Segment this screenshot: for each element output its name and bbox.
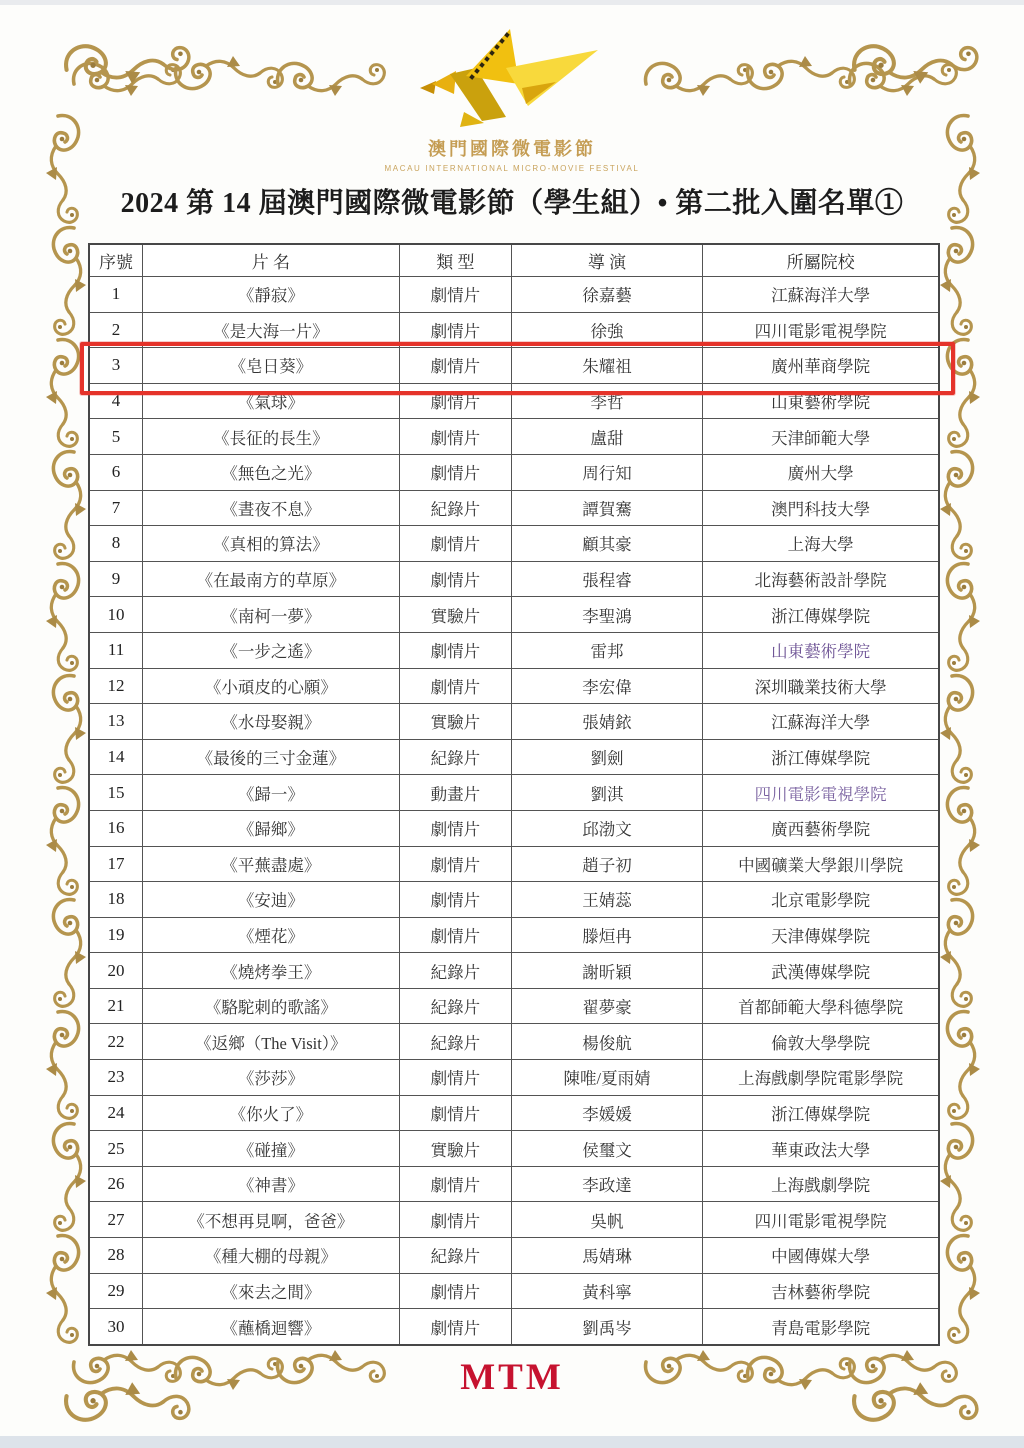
cell-director: 謝昕穎 bbox=[511, 953, 702, 989]
cell-genre: 劇情片 bbox=[399, 882, 511, 918]
cell-school: 上海戲劇學院電影學院 bbox=[703, 1060, 939, 1096]
cell-director: 徐嘉藝 bbox=[511, 277, 702, 313]
cell-genre: 動畫片 bbox=[399, 775, 511, 811]
cell-title: 《無色之光》 bbox=[143, 454, 400, 490]
table-row bbox=[89, 775, 939, 811]
cell-no: 10 bbox=[89, 597, 143, 633]
cell-no: 3 bbox=[89, 348, 143, 384]
col-header-genre: 類 型 bbox=[399, 244, 511, 277]
cell-genre: 紀錄片 bbox=[399, 1238, 511, 1274]
cell-title: 《不想再見啊，爸爸》 bbox=[143, 1202, 400, 1238]
table-row bbox=[89, 846, 939, 882]
cell-genre: 紀錄片 bbox=[399, 490, 511, 526]
cell-genre: 紀錄片 bbox=[399, 988, 511, 1024]
table-row bbox=[89, 526, 939, 562]
cell-no: 2 bbox=[89, 312, 143, 348]
festival-name-zh: 澳門國際微電影節 bbox=[428, 139, 596, 159]
cell-title: 《小頑皮的心願》 bbox=[143, 668, 400, 704]
cell-title: 《歸一》 bbox=[143, 775, 400, 811]
cell-title: 《氣球》 bbox=[143, 383, 400, 419]
cell-school: 浙江傳媒學院 bbox=[703, 739, 939, 775]
cell-genre: 劇情片 bbox=[399, 810, 511, 846]
col-header-title: 片 名 bbox=[143, 244, 400, 277]
cell-title: 《長征的長生》 bbox=[143, 419, 400, 455]
cell-director: 趙子初 bbox=[511, 846, 702, 882]
table-row bbox=[89, 953, 939, 989]
cell-no: 8 bbox=[89, 526, 143, 562]
col-header-director: 導 演 bbox=[511, 244, 702, 277]
cell-director: 盧甜 bbox=[511, 419, 702, 455]
cell-genre: 劇情片 bbox=[399, 383, 511, 419]
table-row bbox=[89, 1238, 939, 1274]
cell-director: 張程睿 bbox=[511, 561, 702, 597]
cell-genre: 劇情片 bbox=[399, 1166, 511, 1202]
table-row bbox=[89, 882, 939, 918]
table-row bbox=[89, 917, 939, 953]
cell-no: 24 bbox=[89, 1095, 143, 1131]
cell-no: 15 bbox=[89, 775, 143, 811]
cell-genre: 劇情片 bbox=[399, 526, 511, 562]
table-row bbox=[89, 277, 939, 313]
cell-title: 《燒烤拳王》 bbox=[143, 953, 400, 989]
cell-no: 23 bbox=[89, 1060, 143, 1096]
cell-genre: 劇情片 bbox=[399, 1095, 511, 1131]
cell-school: 天津師範大學 bbox=[703, 419, 939, 455]
cell-director: 李宏偉 bbox=[511, 668, 702, 704]
table-row bbox=[89, 1166, 939, 1202]
cell-no: 14 bbox=[89, 739, 143, 775]
cell-director: 周行知 bbox=[511, 454, 702, 490]
cell-genre: 劇情片 bbox=[399, 312, 511, 348]
cell-title: 《歸鄉》 bbox=[143, 810, 400, 846]
scan-edge-bottom bbox=[0, 1436, 1024, 1448]
cell-school: 四川電影電視學院 bbox=[703, 1202, 939, 1238]
cell-director: 張婧銥 bbox=[511, 704, 702, 740]
table-row bbox=[89, 1095, 939, 1131]
cell-school: 吉林藝術學院 bbox=[703, 1273, 939, 1309]
cell-title: 《安迪》 bbox=[143, 882, 400, 918]
table-row bbox=[89, 1131, 939, 1167]
cell-title: 《一步之遙》 bbox=[143, 632, 400, 668]
cell-school: 中國礦業大學銀川學院 bbox=[703, 846, 939, 882]
cell-director: 邱渤文 bbox=[511, 810, 702, 846]
cell-genre: 劇情片 bbox=[399, 668, 511, 704]
cell-director: 黃科寧 bbox=[511, 1273, 702, 1309]
cell-genre: 劇情片 bbox=[399, 277, 511, 313]
cell-school: 中國傳媒大學 bbox=[703, 1238, 939, 1274]
cell-school: 上海戲劇學院 bbox=[703, 1166, 939, 1202]
cell-no: 26 bbox=[89, 1166, 143, 1202]
cell-school: 江蘇海洋大學 bbox=[703, 277, 939, 313]
cell-genre: 劇情片 bbox=[399, 1273, 511, 1309]
table-row bbox=[89, 561, 939, 597]
cell-school: 四川電影電視學院 bbox=[703, 312, 939, 348]
table-row bbox=[89, 810, 939, 846]
table-row bbox=[89, 1060, 939, 1096]
cell-no: 4 bbox=[89, 383, 143, 419]
cell-title: 《蘸橋迴響》 bbox=[143, 1309, 400, 1345]
cell-genre: 劇情片 bbox=[399, 917, 511, 953]
cell-school: 浙江傳媒學院 bbox=[703, 1095, 939, 1131]
cell-no: 17 bbox=[89, 846, 143, 882]
cell-school: 四川電影電視學院 bbox=[703, 775, 939, 811]
cell-genre: 劇情片 bbox=[399, 561, 511, 597]
cell-title: 《你火了》 bbox=[143, 1095, 400, 1131]
table-row bbox=[89, 419, 939, 455]
cell-no: 21 bbox=[89, 988, 143, 1024]
cell-title: 《駱駝刺的歌謠》 bbox=[143, 988, 400, 1024]
cell-genre: 劇情片 bbox=[399, 1309, 511, 1345]
cell-title: 《水母娶親》 bbox=[143, 704, 400, 740]
cell-director: 譚賀騫 bbox=[511, 490, 702, 526]
cell-no: 28 bbox=[89, 1238, 143, 1274]
cell-school: 北京電影學院 bbox=[703, 882, 939, 918]
cell-genre: 劇情片 bbox=[399, 348, 511, 384]
col-header-no: 序號 bbox=[89, 244, 143, 277]
cell-no: 13 bbox=[89, 704, 143, 740]
cell-director: 李哲 bbox=[511, 383, 702, 419]
cell-genre: 劇情片 bbox=[399, 1060, 511, 1096]
cell-no: 1 bbox=[89, 277, 143, 313]
cell-director: 陳唯/夏雨婧 bbox=[511, 1060, 702, 1096]
cell-no: 5 bbox=[89, 419, 143, 455]
cell-genre: 紀錄片 bbox=[399, 1024, 511, 1060]
cell-director: 劉淇 bbox=[511, 775, 702, 811]
cell-title: 《是大海一片》 bbox=[143, 312, 400, 348]
cell-school: 武漢傳媒學院 bbox=[703, 953, 939, 989]
table-row bbox=[89, 1024, 939, 1060]
cell-school: 山東藝術學院 bbox=[703, 632, 939, 668]
cell-school: 青島電影學院 bbox=[703, 1309, 939, 1345]
cell-title: 《煙花》 bbox=[143, 917, 400, 953]
cell-school: 廣西藝術學院 bbox=[703, 810, 939, 846]
cell-title: 《最後的三寸金蓮》 bbox=[143, 739, 400, 775]
cell-no: 20 bbox=[89, 953, 143, 989]
cell-genre: 實驗片 bbox=[399, 597, 511, 633]
cell-genre: 劇情片 bbox=[399, 1202, 511, 1238]
table-row bbox=[89, 490, 939, 526]
cell-genre: 劇情片 bbox=[399, 632, 511, 668]
col-header-school: 所屬院校 bbox=[703, 244, 939, 277]
cell-director: 徐強 bbox=[511, 312, 702, 348]
cell-no: 25 bbox=[89, 1131, 143, 1167]
table-row bbox=[89, 739, 939, 775]
cell-school: 廣州大學 bbox=[703, 454, 939, 490]
cell-school: 浙江傳媒學院 bbox=[703, 597, 939, 633]
cell-director: 雷邦 bbox=[511, 632, 702, 668]
cell-no: 7 bbox=[89, 490, 143, 526]
cell-title: 《來去之間》 bbox=[143, 1273, 400, 1309]
cell-genre: 實驗片 bbox=[399, 1131, 511, 1167]
cell-director: 侯璽文 bbox=[511, 1131, 702, 1167]
cell-title: 《平蕪盡處》 bbox=[143, 846, 400, 882]
cell-school: 北海藝術設計學院 bbox=[703, 561, 939, 597]
table-row bbox=[89, 668, 939, 704]
table-row bbox=[89, 454, 939, 490]
cell-school: 山東藝術學院 bbox=[703, 383, 939, 419]
cell-director: 滕烜冉 bbox=[511, 917, 702, 953]
cell-title: 《晝夜不息》 bbox=[143, 490, 400, 526]
cell-school: 深圳職業技術大學 bbox=[703, 668, 939, 704]
shortlist-table-body bbox=[89, 277, 939, 1345]
table-row bbox=[89, 1202, 939, 1238]
cell-title: 《返鄉（The Visit）》 bbox=[143, 1024, 400, 1060]
cell-no: 29 bbox=[89, 1273, 143, 1309]
highlight-box-row-3 bbox=[80, 342, 955, 395]
cell-director: 翟夢豪 bbox=[511, 988, 702, 1024]
cell-director: 楊俊航 bbox=[511, 1024, 702, 1060]
cell-director: 劉劍 bbox=[511, 739, 702, 775]
cell-school: 江蘇海洋大學 bbox=[703, 704, 939, 740]
table-header-row bbox=[89, 244, 939, 277]
cell-title: 《碰撞》 bbox=[143, 1131, 400, 1167]
cell-title: 《真相的算法》 bbox=[143, 526, 400, 562]
cell-school: 天津傳媒學院 bbox=[703, 917, 939, 953]
cell-director: 馬婧琳 bbox=[511, 1238, 702, 1274]
cell-no: 11 bbox=[89, 632, 143, 668]
table-row bbox=[89, 1273, 939, 1309]
cell-genre: 實驗片 bbox=[399, 704, 511, 740]
cell-school: 華東政法大學 bbox=[703, 1131, 939, 1167]
cell-school: 澳門科技大學 bbox=[703, 490, 939, 526]
cell-no: 22 bbox=[89, 1024, 143, 1060]
cell-director: 王婧蕊 bbox=[511, 882, 702, 918]
cell-no: 30 bbox=[89, 1309, 143, 1345]
cell-no: 16 bbox=[89, 810, 143, 846]
cell-director: 李媛媛 bbox=[511, 1095, 702, 1131]
table-row bbox=[89, 704, 939, 740]
table-row bbox=[89, 988, 939, 1024]
cell-title: 《皂日葵》 bbox=[143, 348, 400, 384]
cell-no: 6 bbox=[89, 454, 143, 490]
cell-genre: 劇情片 bbox=[399, 419, 511, 455]
shortlist-table bbox=[88, 243, 940, 1346]
footer-mtm-logo: MTM bbox=[460, 1357, 564, 1398]
cell-genre: 紀錄片 bbox=[399, 953, 511, 989]
cell-genre: 劇情片 bbox=[399, 454, 511, 490]
cell-title: 《神書》 bbox=[143, 1166, 400, 1202]
cell-title: 《靜寂》 bbox=[143, 277, 400, 313]
cell-title: 《莎莎》 bbox=[143, 1060, 400, 1096]
festival-logo bbox=[0, 24, 1024, 173]
cell-school: 首都師範大學科德學院 bbox=[703, 988, 939, 1024]
cell-school: 廣州華商學院 bbox=[703, 348, 939, 384]
table-row bbox=[89, 632, 939, 668]
cell-no: 12 bbox=[89, 668, 143, 704]
cell-genre: 劇情片 bbox=[399, 846, 511, 882]
cell-school: 上海大學 bbox=[703, 526, 939, 562]
cell-title: 《在最南方的草原》 bbox=[143, 561, 400, 597]
cell-title: 《種大棚的母親》 bbox=[143, 1238, 400, 1274]
cell-no: 18 bbox=[89, 882, 143, 918]
origami-dove-filmstrip-icon bbox=[402, 24, 622, 128]
cell-director: 顧其豪 bbox=[511, 526, 702, 562]
scan-edge-top bbox=[0, 0, 1024, 5]
cell-no: 19 bbox=[89, 917, 143, 953]
cell-director: 李政達 bbox=[511, 1166, 702, 1202]
cell-director: 李聖鴻 bbox=[511, 597, 702, 633]
cell-director: 劉禹岑 bbox=[511, 1309, 702, 1345]
cell-director: 朱耀祖 bbox=[511, 348, 702, 384]
festival-name-en: MACAU INTERNATIONAL MICRO-MOVIE FESTIVAL bbox=[384, 164, 640, 173]
cell-director: 吳帆 bbox=[511, 1202, 702, 1238]
cell-school: 倫敦大學學院 bbox=[703, 1024, 939, 1060]
cell-no: 27 bbox=[89, 1202, 143, 1238]
page-title: 2024 第 14 屆澳門國際微電影節（學生組）• 第二批入圍名單① bbox=[120, 188, 904, 219]
cell-no: 9 bbox=[89, 561, 143, 597]
cell-title: 《南柯一夢》 bbox=[143, 597, 400, 633]
table-row bbox=[89, 597, 939, 633]
table-row bbox=[89, 1309, 939, 1345]
cell-genre: 紀錄片 bbox=[399, 739, 511, 775]
